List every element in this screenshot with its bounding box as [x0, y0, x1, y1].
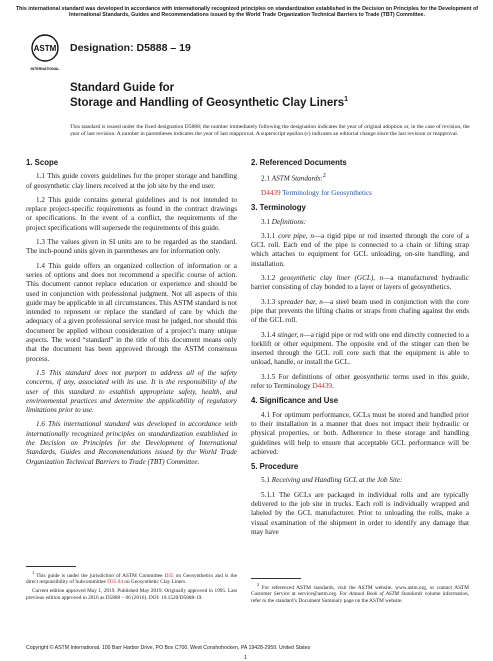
section-heading-significance: 4. Significance and Use — [251, 396, 339, 406]
para-3-1: 3.1 Definitions: — [261, 217, 307, 226]
para-1-5: 1.5 This standard does not purport to address all of the safety concerns, if any, associated with its use. It is the responsibility of the user of this standard to establish appropriate safety, health, and environmental practices and determine the applicability of regulatory limitations prior to use. — [26, 368, 237, 415]
para-1-3: 1.3 The values given in SI units are to be regarded as the standard. The inch-pound units given in parentheses are for information only. — [26, 238, 237, 256]
para-5-1-1: 5.1.1 The GCLs are packaged in individual rolls and are typically delivered to the job site in trucks. Each roll is individually wrapped and labeled by the GCL manufacturer. Prior to unloading the rolls, make a visual examination of the shipment in order to identify any damage that may have — [251, 490, 469, 536]
term-stinger: 3.1.4 stinger, n—a rigid pipe or rod with one end directly connected to a forklift or other equipment. The opposite end of the stinger can then be inserted through the GCL roll core such that the equipment is able to unload, handle, or install the GCL. — [251, 330, 469, 367]
para-1-2: 1.2 This guide contains general guidelines and is not intended to replace project-specific requirements as found in the contract drawings or specifications. In the event of a conflict, the requirements of the project specifications will supersede the requirements of this guide. — [26, 195, 237, 232]
right-column — [251, 158, 469, 542]
ref-link-d4439[interactable]: D4439 — [261, 188, 281, 197]
section-heading-scope: 1. Scope — [26, 158, 59, 167]
ref-link-d4439-2[interactable]: D4439 — [312, 382, 333, 391]
designation: Designation: D5888 – 19 — [70, 42, 191, 54]
left-column — [26, 158, 237, 472]
term-gcl: 3.1.2 geosynthetic clay liner (GCL), n—a manufactured hydraulic barrier consisting of clay bonded to a layer or layers of geosynthetics. — [251, 274, 469, 292]
footnote-2: $^2$ For referenced ASTM standards, visit the ASTM website, www.astm.org, or contact ASTM Customer Service at service@astm.org. For Annual Book of ASTM Standards volume information, refer to the standard’s Document Summary page on the ASTM website. — [251, 582, 470, 604]
copyright-footer: Copyright © ASTM International, 100 Barr Harbor Drive, PO Box C700, West Conshohocken, PA 19428-2959. United States — [26, 645, 311, 651]
subcommittee-link[interactable]: D35.04 — [107, 579, 123, 586]
ref-title-link[interactable]: Terminology for Geosynthetics — [282, 188, 372, 197]
title-line2: Storage and Handling of Geosynthetic Clay Liners$^1$ — [70, 96, 349, 109]
section-heading-procedure: 5. Procedure — [251, 462, 299, 472]
title-line1: Standard Guide for — [70, 82, 175, 94]
term-core-pipe: 3.1.1 core pipe, n—a rigid pipe or rod inserted through the core of a GCL roll. Each end of the pipe is connected to a chain or lifting strap which attaches to equipment for GCL unloading, on-site handling, and installation. — [251, 231, 469, 268]
para-3-1-5: 3.1.5 For definitions of other geosynthetic terms used in this guide, refer to Terminology D4439. — [251, 372, 469, 391]
term-spreader-bar: 3.1.3 spreader bar, n—a steel beam used in conjunction with the core pipe that prevents the lifting chains or straps from chafing against the ends of the GCL roll. — [251, 297, 469, 325]
para-5-1: 5.1 Receiving and Handling GCL at the Job Site: — [261, 476, 403, 485]
section-heading-referenced: 2. Referenced Documents — [251, 158, 347, 167]
para-4-1: 4.1 For optimum performance, GCLs must be stored and handled prior to their installation in a manner that does not impact their hydraulic or physical properties, or both. Adherence to these storage and handling guidelines will help to ensure that acceptable GCL performance will be achieved. — [251, 410, 469, 456]
svg-text:ASTM: ASTM — [33, 44, 57, 53]
para-2-1: 2.1 ASTM Standards:$^2$ — [261, 173, 326, 183]
para-1-4: 1.4 This guide offers an organized collection of information or a series of options and does not recommend a specific course of action. This document cannot replace education or experience and should be used in conjunction with professional judgment. Not all aspects of this guide may be applicable in all circumstances. This ASTM standard is not intended to represent or replace the standard of care by which the adequacy of a given professional service must be judged, nor should this document be applied without consideration of a project’s many unique aspects. The word “standard” in the title of this document means only that the document has been approved through the ASTM consensus process. — [26, 261, 237, 363]
footnote-rule-right — [251, 578, 301, 579]
section-heading-terminology: 3. Terminology — [251, 203, 306, 213]
reference-item — [261, 189, 469, 198]
astm-logo — [30, 32, 60, 74]
footnote-rule-left — [26, 566, 76, 567]
page-number: 1 — [244, 655, 248, 661]
tbt-notice: This international standard was developed in accordance with internationally recognized principles on standardization established in the Decision on Principles for the Development of International Standards, Guides and Recommendations issued by the World Trade Organization Technical Barriers to Trade (TBT) Committee. — [15, 6, 479, 19]
para-1-1: 1.1 This guide covers guidelines for the proper storage and handling of geosynthetic clay liners received at the job site by the end user. — [26, 172, 237, 190]
committee-link[interactable]: D35 — [164, 572, 174, 579]
para-1-6: 1.6 This international standard was developed in accordance with internationally recognized principles on standardization established in the Decision on Principles for the Development of International Standards, Guides and Recommendations issued by the World Trade Organization Technical Barriers to Trade (TBT) Committee. — [26, 420, 237, 466]
issuance-note: This standard is issued under the fixed designation D5888; the number immediately following the designation indicates the year of original adoption or, in the case of revision, the year of last revision. A number in parentheses indicates the year of last reapproval. A superscript epsilon (ε) indicates an editorial change since the last revision or reapproval. — [70, 124, 470, 138]
footnote-1: $^1$ This guide is under the jurisdiction of ASTM Committee D35 on Geosynthetics and is the direct responsibility of Subcommittee D35.04 on Geosynthetic Clay Liners. Current edition approved May 1, 2019. Published May 2019. Originally approved in 1995. Last previous edition approved in 2016 as D5888 – 06 (2016). DOI: 10.1520/D5888-19. — [26, 570, 237, 601]
svg-text:INTERNATIONAL: INTERNATIONAL — [30, 67, 60, 71]
